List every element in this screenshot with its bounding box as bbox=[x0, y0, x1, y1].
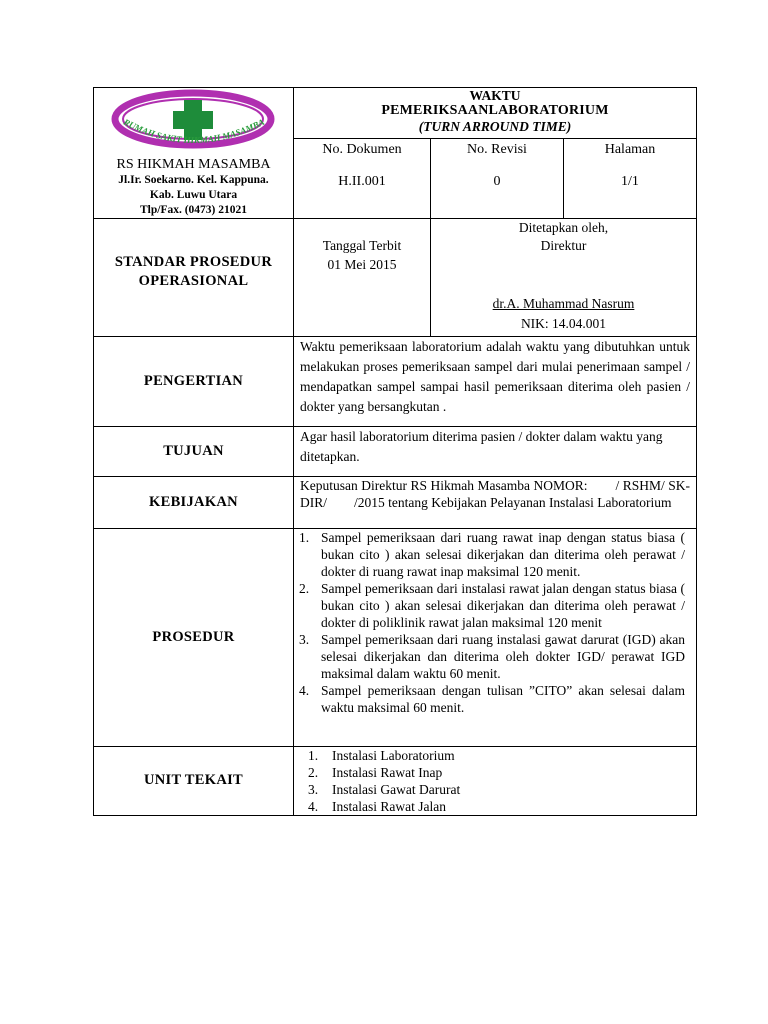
list-item-text: Sampel pemeriksaan dari ruang rawat inap dengan status biasa ( bukan cito ) akan selesai dikerjakan dan diterima oleh perawat / dokter di ruang rawat inap maksimal 120 menit. bbox=[321, 530, 685, 579]
list-item bbox=[299, 631, 685, 682]
spo-label-line2: OPERASIONAL bbox=[138, 273, 249, 289]
list-item-text: Instalasi Gawat Darurat bbox=[332, 782, 461, 797]
kebijakan-label: KEBIJAKAN bbox=[149, 494, 238, 510]
signer-nik: NIK: 14.04.001 bbox=[520, 316, 607, 331]
page-value: 1/1 bbox=[621, 174, 639, 189]
list-item-number: 4. bbox=[299, 683, 310, 698]
doc-number-label: No. Dokumen bbox=[322, 142, 402, 157]
list-item-number: 2. bbox=[308, 765, 319, 780]
kebijakan-text: Keputusan Direktur RS Hikmah Masamba NOMOR: / RSHM/ SK-DIR/ /2015 tentang Kebijakan Pelayanan Instalasi Laboratorium bbox=[300, 478, 690, 510]
address-line1: Jl.Ir. Soekarno. Kel. Kappuna. bbox=[118, 174, 269, 186]
document-subtitle: (TURN ARROUND TIME) bbox=[418, 119, 572, 134]
unit-label: UNIT TEKAIT bbox=[143, 772, 244, 788]
list-item-number: 2. bbox=[299, 581, 310, 596]
list-item bbox=[299, 529, 685, 580]
doc-number-value: H.II.001 bbox=[338, 174, 386, 189]
list-item bbox=[308, 764, 688, 781]
approved-by-label: Ditetapkan oleh, bbox=[518, 220, 609, 235]
list-item-number: 1. bbox=[299, 530, 310, 545]
list-item bbox=[308, 781, 688, 798]
list-item-number: 1. bbox=[308, 748, 319, 763]
issue-date: 01 Mei 2015 bbox=[327, 257, 397, 272]
svg-text:RUMAH SAKIT HIKMAH MASAMBA: RUMAH SAKIT HIKMAH MASAMBA bbox=[121, 116, 267, 146]
list-item-text: Sampel pemeriksaan dengan tulisan ”CITO” akan selesai dalam waktu maksimal 60 menit. bbox=[321, 683, 685, 715]
list-item-number: 4. bbox=[308, 799, 319, 814]
address-line2: Kab. Luwu Utara bbox=[149, 189, 238, 201]
list-item bbox=[299, 580, 685, 631]
issue-date-label: Tanggal Terbit bbox=[322, 238, 402, 253]
page-label: Halaman bbox=[604, 142, 656, 157]
list-item-number: 3. bbox=[308, 782, 319, 797]
document-title-line2: PEMERIKSAANLABORATORIUM bbox=[381, 103, 609, 118]
revision-value: 0 bbox=[493, 174, 501, 189]
list-item bbox=[308, 747, 688, 764]
list-item bbox=[308, 798, 688, 815]
list-item-text: Instalasi Laboratorium bbox=[332, 748, 455, 763]
pengertian-text: Waktu pemeriksaan laboratorium adalah waktu yang dibutuhkan untuk melakukan proses pemeriksaan sampel dari mulai penerimaan sampel / mendapatkan sampel sampai hasil pemeriksaan diterima oleh pasien / dokter yang bersangkutan . bbox=[300, 339, 690, 414]
phone: Tlp/Fax. (0473) 21021 bbox=[139, 204, 247, 216]
list-item-text: Sampel pemeriksaan dari instalasi rawat jalan dengan status biasa ( bukan cito ) akan selesai dikerjakan dan diterima oleh perawat / dokter di poliklinik rawat jalan maksimal 120 menit bbox=[321, 581, 685, 630]
prosedur-list bbox=[299, 529, 685, 716]
list-item-text: Instalasi Rawat Jalan bbox=[332, 799, 446, 814]
list-item bbox=[299, 682, 685, 716]
document-title: WAKTU bbox=[469, 88, 521, 103]
tujuan-label: TUJUAN bbox=[163, 443, 224, 459]
signer-name: dr.A. Muhammad Nasrum bbox=[492, 296, 635, 311]
approver-role: Direktur bbox=[540, 238, 587, 253]
list-item-text: Instalasi Rawat Inap bbox=[332, 765, 443, 780]
spo-label-line1: STANDAR PROSEDUR bbox=[114, 254, 273, 270]
list-item-number: 3. bbox=[299, 632, 310, 647]
hospital-name: RS HIKMAH MASAMBA bbox=[116, 157, 271, 172]
unit-list bbox=[308, 747, 688, 815]
tujuan-text: Agar hasil laboratorium diterima pasien / dokter dalam waktu yang ditetapkan. bbox=[300, 429, 663, 464]
pengertian-label: PENGERTIAN bbox=[143, 373, 244, 389]
hospital-logo bbox=[104, 88, 282, 154]
revision-label: No. Revisi bbox=[467, 142, 527, 157]
list-item-text: Sampel pemeriksaan dari ruang instalasi gawat darurat (IGD) akan selesai dikerjakan dan diterima oleh dokter IGD/ perawat IGD maksimal dalam waktu 60 menit. bbox=[321, 632, 685, 681]
prosedur-label: PROSEDUR bbox=[152, 629, 235, 645]
